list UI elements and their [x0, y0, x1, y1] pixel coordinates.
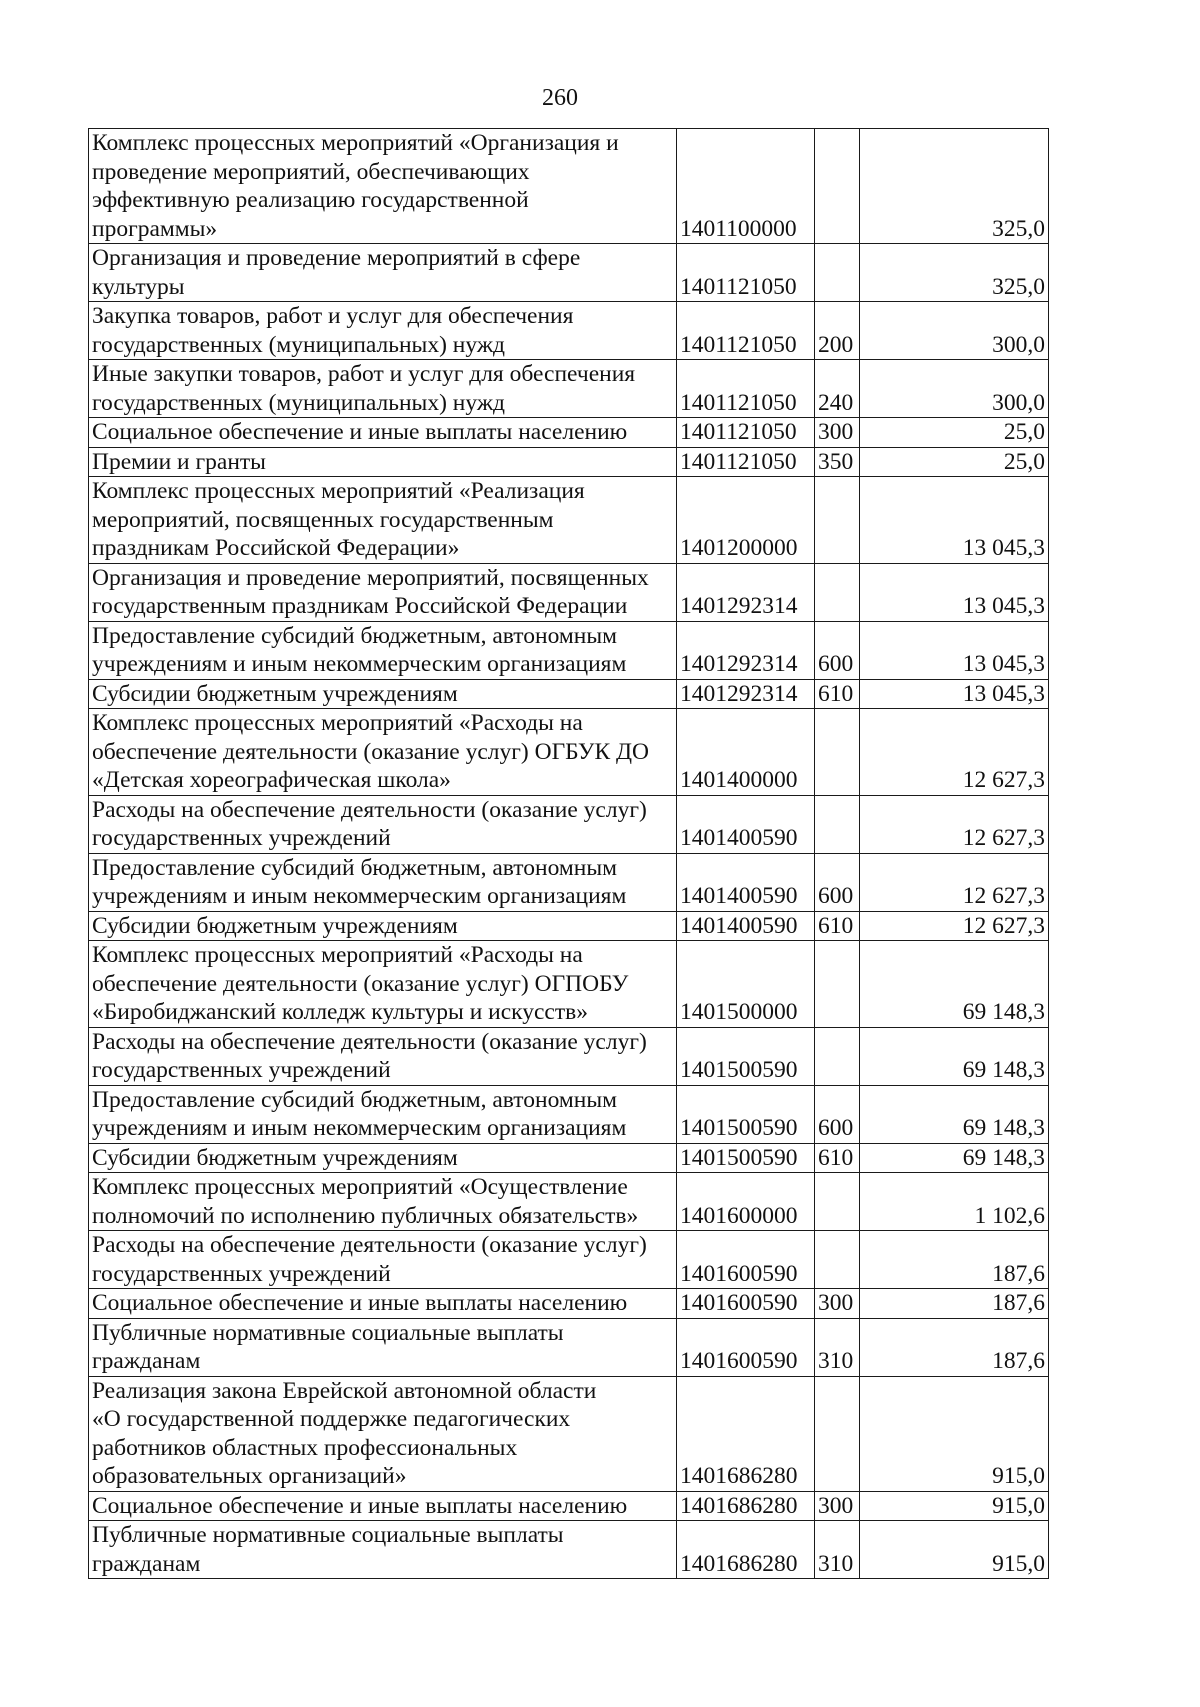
table-row: [89, 563, 1049, 621]
expense-name-line: Публичные нормативные социальные выплаты: [92, 1319, 564, 1346]
expense-name-line: государственных (муниципальных) нужд: [92, 389, 506, 416]
amount-cell: 187,6: [860, 1318, 1049, 1376]
target-code-cell: 1401121050: [677, 244, 815, 302]
expense-name-cell: [89, 244, 677, 302]
expense-name-line: Предоставление субсидий бюджетным, автономным: [92, 622, 617, 649]
expense-name-cell: [89, 1491, 677, 1521]
expense-name-cell: [89, 1376, 677, 1491]
expense-name-line: Субсидии бюджетным учреждениям: [92, 912, 458, 939]
expense-name-line: государственных учреждений: [92, 825, 391, 851]
expense-name-cell: [89, 679, 677, 709]
expense-name-line: программы»: [92, 215, 218, 242]
table-row: [89, 621, 1049, 679]
expense-name-line: полномочий по исполнению публичных обязательств»: [92, 1202, 639, 1229]
expense-type-cell: [815, 941, 860, 1028]
expense-name-cell: [89, 447, 677, 477]
expense-name-cell: [89, 1085, 677, 1143]
amount-cell: 915,0: [860, 1521, 1049, 1579]
expense-type-cell: 300: [815, 418, 860, 448]
amount-cell: 69 148,3: [860, 1027, 1049, 1085]
expense-name-cell: [89, 418, 677, 448]
table-row: [89, 244, 1049, 302]
expense-type-cell: [815, 477, 860, 564]
expense-name-line: Предоставление субсидий бюджетным, автономным: [92, 1086, 617, 1113]
target-code-cell: 1401600590: [677, 1289, 815, 1319]
expense-type-cell: 350: [815, 447, 860, 477]
expense-name-cell: [89, 563, 677, 621]
table-row: [89, 302, 1049, 360]
expense-name-line: Субсидии бюджетным учреждениям: [92, 680, 458, 707]
target-code-cell: 1401400590: [677, 911, 815, 941]
target-code-cell: 1401500590: [677, 1027, 815, 1085]
expense-name-line: Социальное обеспечение и иные выплаты населению: [92, 1492, 628, 1519]
table-row: [89, 795, 1049, 853]
target-code-cell: 1401121050: [677, 418, 815, 448]
amount-cell: 325,0: [860, 244, 1049, 302]
amount-cell: 25,0: [860, 418, 1049, 448]
expense-name-line: «О государственной поддержке педагогических: [92, 1406, 571, 1432]
amount-cell: 300,0: [860, 360, 1049, 418]
amount-cell: 12 627,3: [860, 709, 1049, 796]
expense-name-line: обеспечение деятельности (оказание услуг) ОГПОБУ: [92, 970, 629, 997]
expense-name-cell: [89, 477, 677, 564]
table-row: [89, 1376, 1049, 1491]
amount-cell: 13 045,3: [860, 679, 1049, 709]
expense-name-line: гражданам: [92, 1348, 201, 1374]
expense-name-line: «Детская хореографическая школа»: [92, 767, 451, 793]
amount-cell: 915,0: [860, 1491, 1049, 1521]
expense-name-line: Иные закупки товаров, работ и услуг для обеспечения: [92, 361, 636, 387]
target-code-cell: 1401500000: [677, 941, 815, 1028]
amount-cell: 187,6: [860, 1231, 1049, 1289]
expense-type-cell: 610: [815, 1143, 860, 1173]
table-row: [89, 1318, 1049, 1376]
expense-name-line: государственным праздникам Российской Федерации: [92, 593, 628, 619]
target-code-cell: 1401500590: [677, 1085, 815, 1143]
expense-name-cell: [89, 1231, 677, 1289]
expense-type-cell: 600: [815, 853, 860, 911]
expense-type-cell: 610: [815, 679, 860, 709]
target-code-cell: 1401600000: [677, 1173, 815, 1231]
expense-name-line: мероприятий, посвященных государственным: [92, 506, 554, 533]
expense-name-line: «Биробиджанский колледж культуры и искусств»: [92, 999, 588, 1025]
target-code-cell: 1401292314: [677, 621, 815, 679]
table-row: [89, 1491, 1049, 1521]
expense-type-cell: [815, 563, 860, 621]
target-code-cell: 1401121050: [677, 360, 815, 418]
table-row: [89, 447, 1049, 477]
amount-cell: 25,0: [860, 447, 1049, 477]
amount-cell: 69 148,3: [860, 1085, 1049, 1143]
target-code-cell: 1401100000: [677, 129, 815, 244]
expense-name-line: культуры: [92, 273, 185, 300]
expense-type-cell: 600: [815, 1085, 860, 1143]
expense-type-cell: 200: [815, 302, 860, 360]
expense-name-line: учреждениям и иным некоммерческим организациям: [92, 1115, 627, 1141]
target-code-cell: 1401121050: [677, 302, 815, 360]
expense-name-line: Предоставление субсидий бюджетным, автономным: [92, 854, 617, 881]
expense-type-cell: 310: [815, 1318, 860, 1376]
expense-type-cell: 600: [815, 621, 860, 679]
target-code-cell: 1401400590: [677, 795, 815, 853]
table-row: [89, 1085, 1049, 1143]
expense-name-line: Комплекс процессных мероприятий «Расходы на: [92, 710, 583, 736]
table-row: [89, 360, 1049, 418]
target-code-cell: 1401200000: [677, 477, 815, 564]
expense-name-line: Комплекс процессных мероприятий «Реализация: [92, 478, 585, 504]
table-row: [89, 129, 1049, 244]
table-row: [89, 418, 1049, 448]
target-code-cell: 1401121050: [677, 447, 815, 477]
expense-name-cell: [89, 129, 677, 244]
target-code-cell: 1401600590: [677, 1231, 815, 1289]
expense-type-cell: 310: [815, 1521, 860, 1579]
expense-name-line: Расходы на обеспечение деятельности (оказание услуг): [92, 796, 647, 823]
expense-name-line: Комплекс процессных мероприятий «Расходы на: [92, 942, 583, 968]
expense-name-line: работников областных профессиональных: [92, 1434, 518, 1461]
amount-cell: 69 148,3: [860, 1143, 1049, 1173]
expense-name-cell: [89, 1521, 677, 1579]
budget-table: [88, 128, 1049, 1579]
amount-cell: 12 627,3: [860, 795, 1049, 853]
expense-name-line: Премии и гранты: [92, 448, 266, 475]
target-code-cell: 1401400590: [677, 853, 815, 911]
expense-name-line: Субсидии бюджетным учреждениям: [92, 1144, 458, 1171]
amount-cell: 325,0: [860, 129, 1049, 244]
target-code-cell: 1401292314: [677, 563, 815, 621]
amount-cell: 12 627,3: [860, 853, 1049, 911]
expense-name-cell: [89, 853, 677, 911]
expense-name-line: учреждениям и иным некоммерческим организациям: [92, 883, 627, 909]
table-row: [89, 941, 1049, 1028]
expense-name-line: учреждениям и иным некоммерческим организациям: [92, 651, 627, 677]
expense-name-cell: [89, 911, 677, 941]
table-row: [89, 1173, 1049, 1231]
table-row: [89, 1143, 1049, 1173]
expense-name-line: Организация и проведение мероприятий, посвященных: [92, 564, 649, 591]
expense-name-line: Социальное обеспечение и иные выплаты населению: [92, 419, 628, 445]
amount-cell: 13 045,3: [860, 477, 1049, 564]
expense-type-cell: [815, 1173, 860, 1231]
expense-name-cell: [89, 1318, 677, 1376]
expense-name-cell: [89, 1173, 677, 1231]
page-number: 260: [542, 85, 578, 111]
expense-name-line: Реализация закона Еврейской автономной области: [92, 1377, 597, 1404]
expense-name-line: обеспечение деятельности (оказание услуг) ОГБУК ДО: [92, 738, 650, 765]
expense-name-line: Социальное обеспечение и иные выплаты населению: [92, 1290, 628, 1316]
target-code-cell: 1401686280: [677, 1491, 815, 1521]
expense-name-line: государственных учреждений: [92, 1260, 391, 1287]
expense-name-line: праздникам Российской Федерации»: [92, 535, 460, 561]
target-code-cell: 1401500590: [677, 1143, 815, 1173]
expense-name-cell: [89, 302, 677, 360]
expense-name-line: Публичные нормативные социальные выплаты: [92, 1522, 564, 1548]
target-code-cell: 1401400000: [677, 709, 815, 796]
amount-cell: 187,6: [860, 1289, 1049, 1319]
expense-name-line: Расходы на обеспечение деятельности (оказание услуг): [92, 1028, 647, 1055]
table-row: [89, 1231, 1049, 1289]
expense-name-line: гражданам: [92, 1550, 201, 1577]
table-row: [89, 1289, 1049, 1319]
expense-name-cell: [89, 709, 677, 796]
amount-cell: 69 148,3: [860, 941, 1049, 1028]
expense-type-cell: [815, 1231, 860, 1289]
expense-type-cell: [815, 1027, 860, 1085]
amount-cell: 300,0: [860, 302, 1049, 360]
expense-name-cell: [89, 941, 677, 1028]
target-code-cell: 1401600590: [677, 1318, 815, 1376]
expense-name-cell: [89, 1143, 677, 1173]
expense-name-cell: [89, 1027, 677, 1085]
expense-type-cell: 240: [815, 360, 860, 418]
expense-name-cell: [89, 1289, 677, 1319]
expense-name-line: эффективную реализацию государственной: [92, 187, 529, 213]
amount-cell: 13 045,3: [860, 563, 1049, 621]
budget-table-body: [89, 129, 1049, 1579]
amount-cell: 13 045,3: [860, 621, 1049, 679]
expense-name-line: проведение мероприятий, обеспечивающих: [92, 158, 530, 185]
expense-name-line: образовательных организаций»: [92, 1463, 407, 1489]
table-row: [89, 1521, 1049, 1579]
expense-name-line: Организация и проведение мероприятий в сфере: [92, 245, 581, 271]
amount-cell: 915,0: [860, 1376, 1049, 1491]
expense-type-cell: 300: [815, 1289, 860, 1319]
amount-cell: 12 627,3: [860, 911, 1049, 941]
expense-name-line: Комплекс процессных мероприятий «Осуществление: [92, 1174, 628, 1200]
expense-type-cell: 300: [815, 1491, 860, 1521]
table-row: [89, 477, 1049, 564]
expense-name-line: государственных учреждений: [92, 1057, 391, 1083]
table-row: [89, 911, 1049, 941]
expense-type-cell: [815, 709, 860, 796]
target-code-cell: 1401292314: [677, 679, 815, 709]
table-row: [89, 679, 1049, 709]
expense-name-cell: [89, 621, 677, 679]
target-code-cell: 1401686280: [677, 1376, 815, 1491]
expense-type-cell: 610: [815, 911, 860, 941]
table-row: [89, 1027, 1049, 1085]
expense-name-line: государственных (муниципальных) нужд: [92, 331, 506, 358]
expense-type-cell: [815, 795, 860, 853]
expense-name-cell: [89, 795, 677, 853]
expense-type-cell: [815, 129, 860, 244]
expense-type-cell: [815, 244, 860, 302]
expense-name-line: Комплекс процессных мероприятий «Организация и: [92, 130, 619, 156]
expense-type-cell: [815, 1376, 860, 1491]
expense-name-cell: [89, 360, 677, 418]
target-code-cell: 1401686280: [677, 1521, 815, 1579]
table-row: [89, 709, 1049, 796]
amount-cell: 1 102,6: [860, 1173, 1049, 1231]
table-row: [89, 853, 1049, 911]
expense-name-line: Расходы на обеспечение деятельности (оказание услуг): [92, 1232, 647, 1258]
expense-name-line: Закупка товаров, работ и услуг для обеспечения: [92, 303, 574, 329]
